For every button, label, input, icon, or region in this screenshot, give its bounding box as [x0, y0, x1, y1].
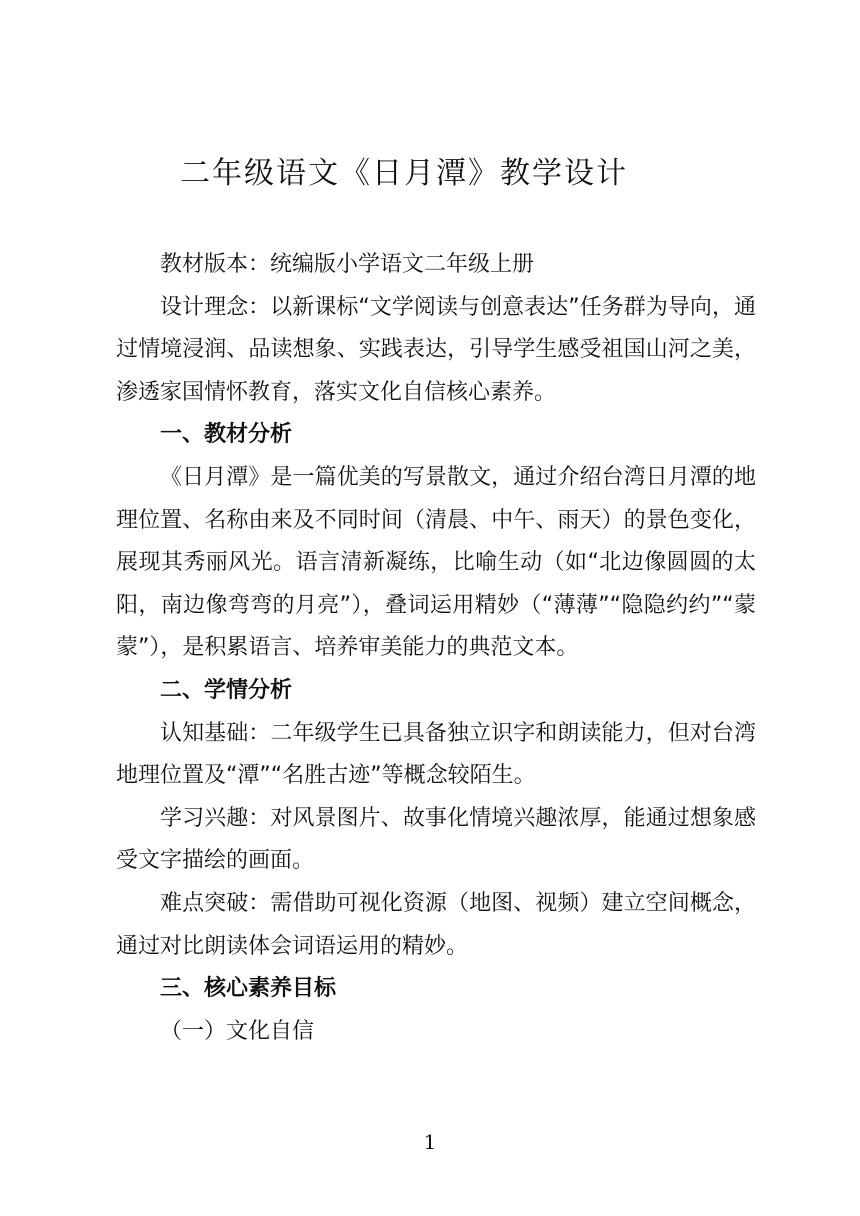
design-concept-paragraph: 设计理念：以新课标“文学阅读与创意表达”任务群为导向，通过情境浸润、品读想象、实践表达，引导学生感受祖国山河之美，渗透家国情怀教育，落实文化自信核心素养。	[116, 294, 756, 405]
section-heading-learner-analysis: 二、学情分析	[160, 677, 293, 703]
page-number: 1	[423, 1130, 437, 1154]
document-body	[116, 244, 756, 1053]
document-title: 二年级语文《日月潭》教学设计	[180, 156, 628, 191]
textbook-version-paragraph: 教材版本：统编版小学语文二年级上册	[160, 252, 535, 277]
section-heading-material-analysis: 一、教材分析	[160, 422, 293, 448]
cognitive-basis-paragraph: 认知基础：二年级学生已具备独立识字和朗读能力，但对台湾地理位置及“潭”“名胜古迹”等概念较陌生。	[116, 720, 756, 789]
difficulty-breakthrough-paragraph: 难点突破：需借助可视化资源（地图、视频）建立空间概念，通过对比朗读体会词语运用的精妙。	[116, 890, 756, 959]
subsection-heading-cultural-confidence: （一）文化自信	[160, 1018, 315, 1044]
learning-interest-paragraph: 学习兴趣：对风景图片、故事化情境兴趣浓厚，能通过想象感受文字描绘的画面。	[116, 805, 756, 874]
section-heading-core-literacy-goals: 三、核心素养目标	[160, 976, 337, 1002]
material-analysis-paragraph: 《日月潭》是一篇优美的写景散文，通过介绍台湾日月潭的地理位置、名称由来及不同时间（清晨、中午、雨天）的景色变化，展现其秀丽风光。语言清新凝练，比喻生动（如“北边像圆圆的太阳，南边像弯弯的月亮”），叠词运用精妙（“薄薄”“隐隐约约”“蒙蒙”），是积累语言、培养审美能力的典范文本。	[116, 464, 756, 661]
